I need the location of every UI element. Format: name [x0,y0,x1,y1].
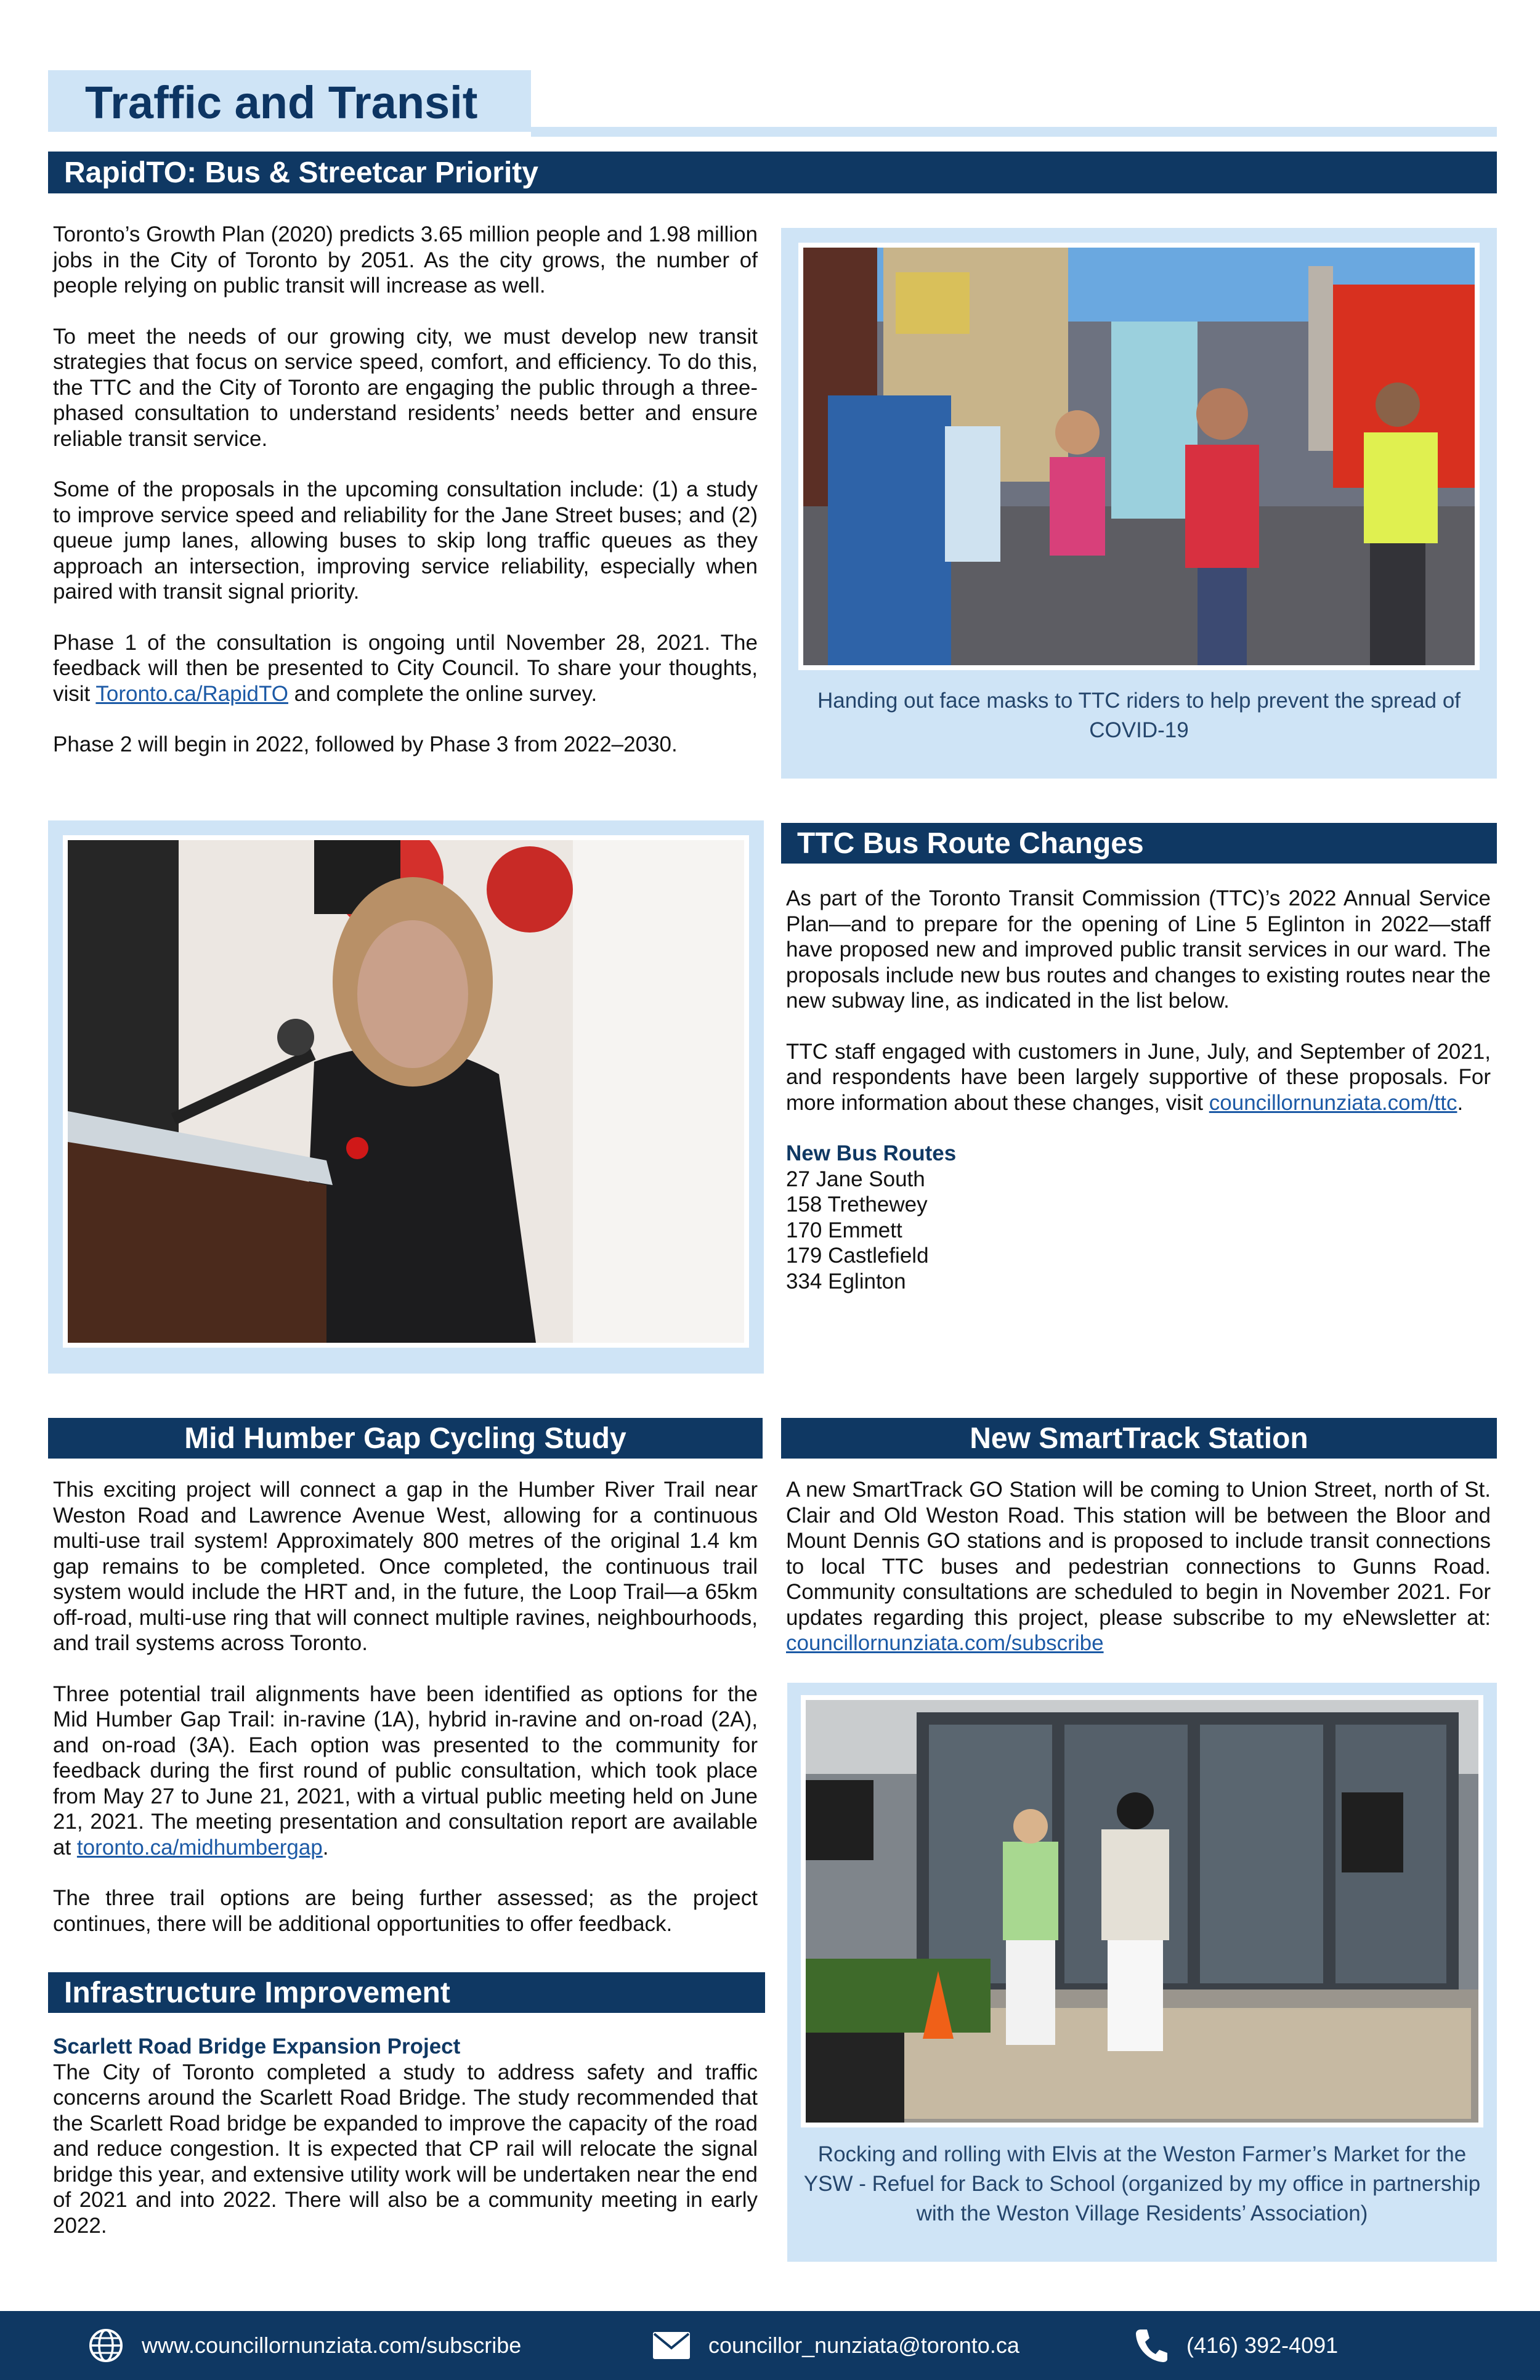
footer-phone-text: (416) 392-4091 [1186,2333,1339,2358]
route-item: 170 Emmett [786,1218,902,1242]
rapidto-link[interactable]: Toronto.ca/RapidTO [95,681,288,706]
ttc-routes-heading: TTC Bus Route Changes [781,823,1497,864]
mid-humber-paragraph-1: This exciting project will connect a gap in the Humber River Trail near Weston Road and Lawrence Avenue West, allowing for a continuous multi-use trail system! Approximately 800 metres of the original 1.4 km gap remains to be completed. Once completed, the continuous trail system would include the HRT and, in the future, the Loop Trail—a 65km off-road, multi-use ring that will connect multiple ravines, neighbourhoods, and trail systems across Toronto. [53,1478,758,1655]
mid-humber-text [53,1477,758,1937]
ttc-paragraph-2 [786,1039,1491,1116]
rapidto-text [53,222,758,758]
ttc-paragraph-1: As part of the Toronto Transit Commission (TTC)’s 2022 Annual Service Plan—and to prepare for the opening of Line 5 Eglinton in 2022—staff have proposed new and improved public transit services in our ward. The proposals include new bus routes and changes to existing routes near the new subway line, as indicated in the list below. [786,886,1491,1013]
smarttrack-p1-before: A new SmartTrack GO Station will be coming to Union Street, north of St. Clair and Old Weston Road. This station will be between the Bloor and Mount Dennis GO stations and is proposed to include transit connections to local TTC buses and pedestrian connections to Gunns Road. Community consultations are scheduled to begin in November 2021. For updates regarding this project, please subscribe to my eNewsletter at: [786,1478,1491,1630]
rapidto-p4-before: Phase 1 of the consultation is ongoing until November 28, 2021. The feedback will then be presented to City Council. To share your thoughts, visit [53,630,758,706]
mask-distribution-photo [798,243,1480,670]
infrastructure-text [53,2034,758,2238]
footer-website-text: www.councillornunziata.com/subscribe [142,2333,522,2358]
smarttrack-paragraph-1 [786,1477,1491,1656]
mask-photo-caption: Handing out face masks to TTC riders to help prevent the spread of COVID-19 [817,689,1461,742]
ttc-routes-text [786,886,1491,1294]
mid-humber-paragraph-2 [53,1682,758,1861]
elvis-photo-illustration [806,1700,1478,2123]
rapidto-paragraph-2: To meet the needs of our growing city, we must develop new transit strategies that focus on service speed, comfort, and efficiency. To do this, the TTC and the City of Toronto are engaging the public through a three-phased consultation to understand residents’ needs better and ensure reliable transit service. [53,324,758,451]
mid-humber-heading: Mid Humber Gap Cycling Study [48,1418,763,1459]
footer-email-text: councillor_nunziata@toronto.ca [708,2333,1019,2358]
rapidto-paragraph-4 [53,630,758,707]
ttc-p2-before: TTC staff engaged with customers in June, July, and September of 2021, and respondents have been largely supportive of these proposals. For more information about these changes, visit [786,1039,1491,1115]
rapidto-paragraph-1: Toronto’s Growth Plan (2020) predicts 3.65 million people and 1.98 million jobs in the City of Toronto by 2051. As the city grows, the number of people relying on public transit will increase as well. [53,222,758,298]
mask-photo-illustration [803,248,1475,665]
route-item: 27 Jane South [786,1167,925,1191]
infrastructure-heading: Infrastructure Improvement [48,1972,765,2013]
route-item: 179 Castlefield [786,1244,929,1268]
smarttrack-link[interactable]: councillornunziata.com/subscribe [786,1631,1104,1655]
footer-website[interactable] [89,2327,521,2364]
route-item: 334 Eglinton [786,1269,906,1293]
mid-humber-p2-before: Three potential trail alignments have been identified as options for the Mid Humber Gap Trail: in-ravine (1A), hybrid in-ravine and on-road (2A), and on-road (3A). Each option was presented to the community for feedback during the first round of public consultation, which took place from May 27 to June 21, 2021, with a virtual public meeting held on June 21, 2021. The meeting presentation and consultation report are available at [53,1682,758,1860]
globe-icon [89,2328,123,2363]
mid-humber-paragraph-3: The three trail options are being further assessed; as the project continues, there will be additional opportunities to offer feedback. [53,1886,758,1936]
footer-email[interactable] [653,2327,1019,2364]
rapidto-p4-after: and complete the online survey. [288,681,598,706]
rapidto-heading: RapidTO: Bus & Streetcar Priority [48,152,1497,193]
scarlett-road-subheading: Scarlett Road Bridge Expansion Project [53,2034,461,2058]
rapidto-paragraph-3: Some of the proposals in the upcoming consultation include: (1) a study to improve service speed and reliability for the Jane Street buses; and (2) queue jump lanes, allowing buses to skip long traffic queues as they approach an intersection, improving service reliability, especially when paired with transit signal priority. [53,477,758,604]
mid-humber-link[interactable]: toronto.ca/midhumbergap [76,1835,323,1860]
phone-icon [1135,2328,1168,2363]
rapidto-paragraph-5: Phase 2 will begin in 2022, followed by Phase 3 from 2022–2030. [53,732,678,756]
new-routes-list [786,1167,1491,1295]
footer-phone[interactable] [1135,2327,1338,2364]
mid-humber-p2-after: . [322,1835,329,1860]
smarttrack-text [786,1477,1491,1656]
new-routes-heading: New Bus Routes [786,1141,957,1165]
page-title: Traffic and Transit [85,77,478,128]
infrastructure-paragraph-1: The City of Toronto completed a study to address safety and traffic concerns around the Scarlett Road Bridge. The study recommended that the Scarlett Road bridge be expanded to improve the capacity of the road and reduce congestion. It is expected that CP rail will relocate the signal bridge this year, and extensive utility work will be undertaken near the end of 2021 and into 2022. There will also be a community meeting in early 2022. [53,2060,758,2238]
ttc-link[interactable]: councillornunziata.com/ttc [1209,1090,1457,1115]
ttc-p2-after: . [1457,1090,1464,1115]
title-rule [531,127,1497,137]
smarttrack-heading: New SmartTrack Station [781,1418,1497,1459]
envelope-icon [653,2332,690,2359]
podium-photo-illustration [68,840,744,1343]
councillor-podium-photo [63,835,749,1348]
route-item: 158 Trethewey [786,1192,928,1216]
elvis-performance-photo [801,1695,1483,2127]
elvis-photo-caption: Rocking and rolling with Elvis at the Weston Farmer’s Market for the YSW - Refuel for Back to School (organized by my office in partnership with the Weston Village Residents’ Association) [803,2142,1481,2225]
